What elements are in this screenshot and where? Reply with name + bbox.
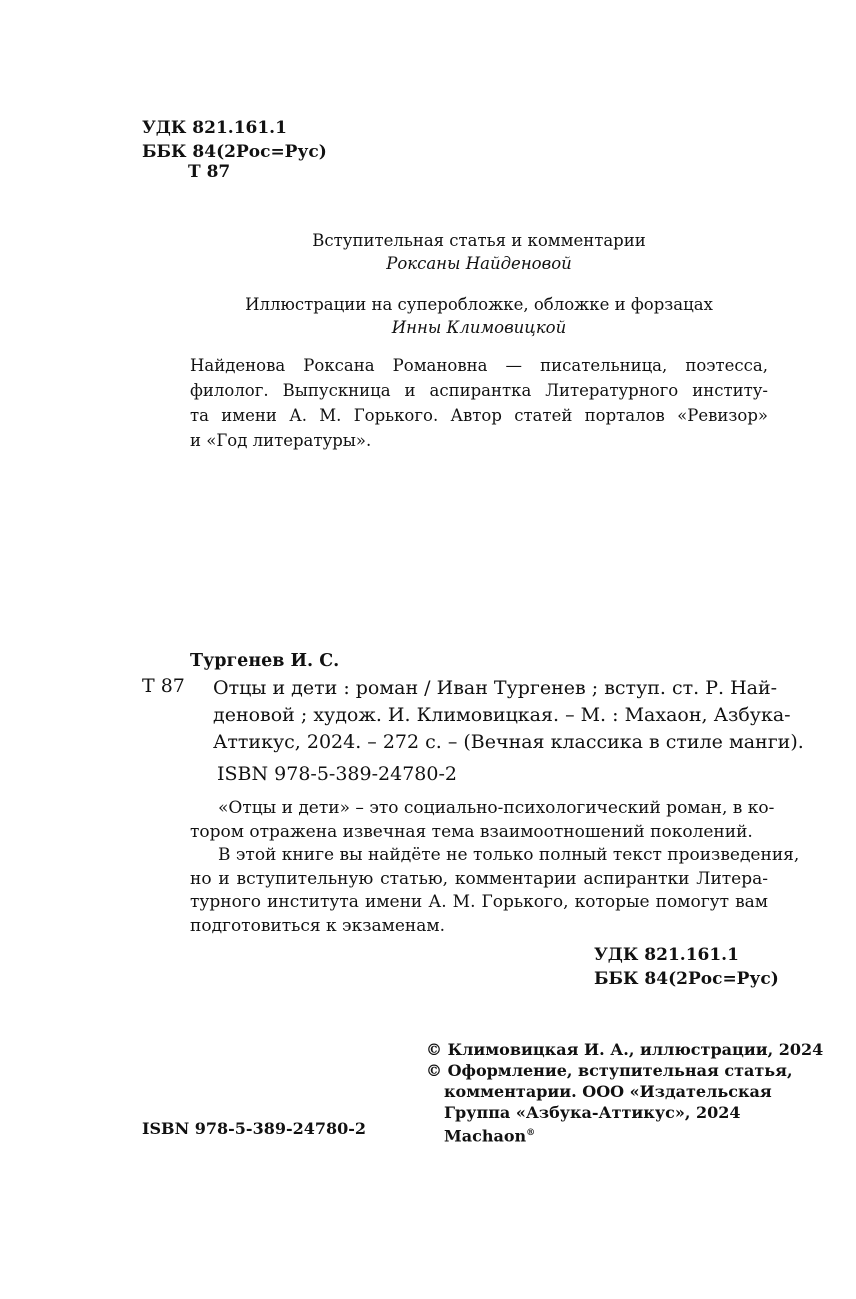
udk-line: УДК 821.161.1 <box>594 945 739 965</box>
bio-line: Найденова Роксана Романовна — писательница, поэтесса, <box>190 356 768 375</box>
annotation <box>190 797 800 938</box>
illustrations-label: Иллюстрации на суперобложке, обложке и форзацах <box>245 295 713 314</box>
annotation-line: «Отцы и дети» – это социально-психологический роман, в ко- <box>218 798 775 818</box>
record-author: Тургенев И. С. <box>190 651 340 671</box>
copyright-line: © Оформление, вступительная статья, <box>426 1061 793 1080</box>
record-code: Т 87 <box>142 675 185 697</box>
intro-credit <box>190 229 768 275</box>
annotation-line: тором отражена извечная тема взаимоотношений поколений. <box>190 821 753 842</box>
author-mark-top: Т 87 <box>188 162 231 182</box>
bio-line: филолог. Выпускница и аспирантка Литературного институ- <box>190 381 768 400</box>
bibliographic-description <box>213 675 804 756</box>
illustrations-credit <box>190 293 768 339</box>
bio-line: та имени А. М. Горького. Автор статей порталов «Ревизор» <box>190 406 768 425</box>
bbk-line: ББК 84(2Рос=Рус) <box>594 969 779 989</box>
intro-label: Вступительная статья и комментарии <box>312 231 646 250</box>
biblio-line: деновой ; худож. И. Климовицкая. – М. : Махаон, Азбука- <box>213 704 791 726</box>
intro-name: Роксаны Найденовой <box>386 254 572 273</box>
copyright-line: комментарии. ООО «Издательская <box>444 1082 772 1101</box>
annotation-line: турного института имени А. М. Горького, которые помогут вам <box>190 892 768 912</box>
annotation-line: но и вступительную статью, комментарии аспирантки Литера- <box>190 868 768 889</box>
brand-name: Machaon <box>444 1126 527 1146</box>
biblio-line: Отцы и дети : роман / Иван Тургенев ; вступ. ст. Р. Най- <box>213 677 778 699</box>
copyright-line: © Климовицкая И. А., иллюстрации, 2024 <box>426 1040 824 1059</box>
biblio-line: Аттикус, 2024. – 272 с. – (Вечная классика в стиле манги). <box>213 731 804 753</box>
udk-code-top <box>142 116 327 164</box>
bbk-line: ББК 84(2Рос=Рус) <box>142 142 327 162</box>
isbn-bottom: ISBN 978-5-389-24780-2 <box>142 1119 367 1138</box>
copyright-block <box>426 1039 823 1146</box>
publisher-brand <box>426 1123 823 1146</box>
udk-code-bottom <box>594 943 779 991</box>
udk-line: УДК 821.161.1 <box>142 118 287 138</box>
registered-mark: ® <box>526 1128 536 1138</box>
illustrations-name: Инны Климовицкой <box>391 318 567 337</box>
annotation-line: подготовиться к экзаменам. <box>190 915 445 936</box>
annotation-line: В этой книге вы найдёте не только полный текст произведения, <box>218 845 800 865</box>
copyright-line: Группа «Азбука-Аттикус», 2024 <box>444 1103 741 1122</box>
bio-line: и «Год литературы». <box>190 431 372 450</box>
isbn-main: ISBN 978-5-389-24780-2 <box>217 763 457 785</box>
author-bio <box>190 353 768 453</box>
